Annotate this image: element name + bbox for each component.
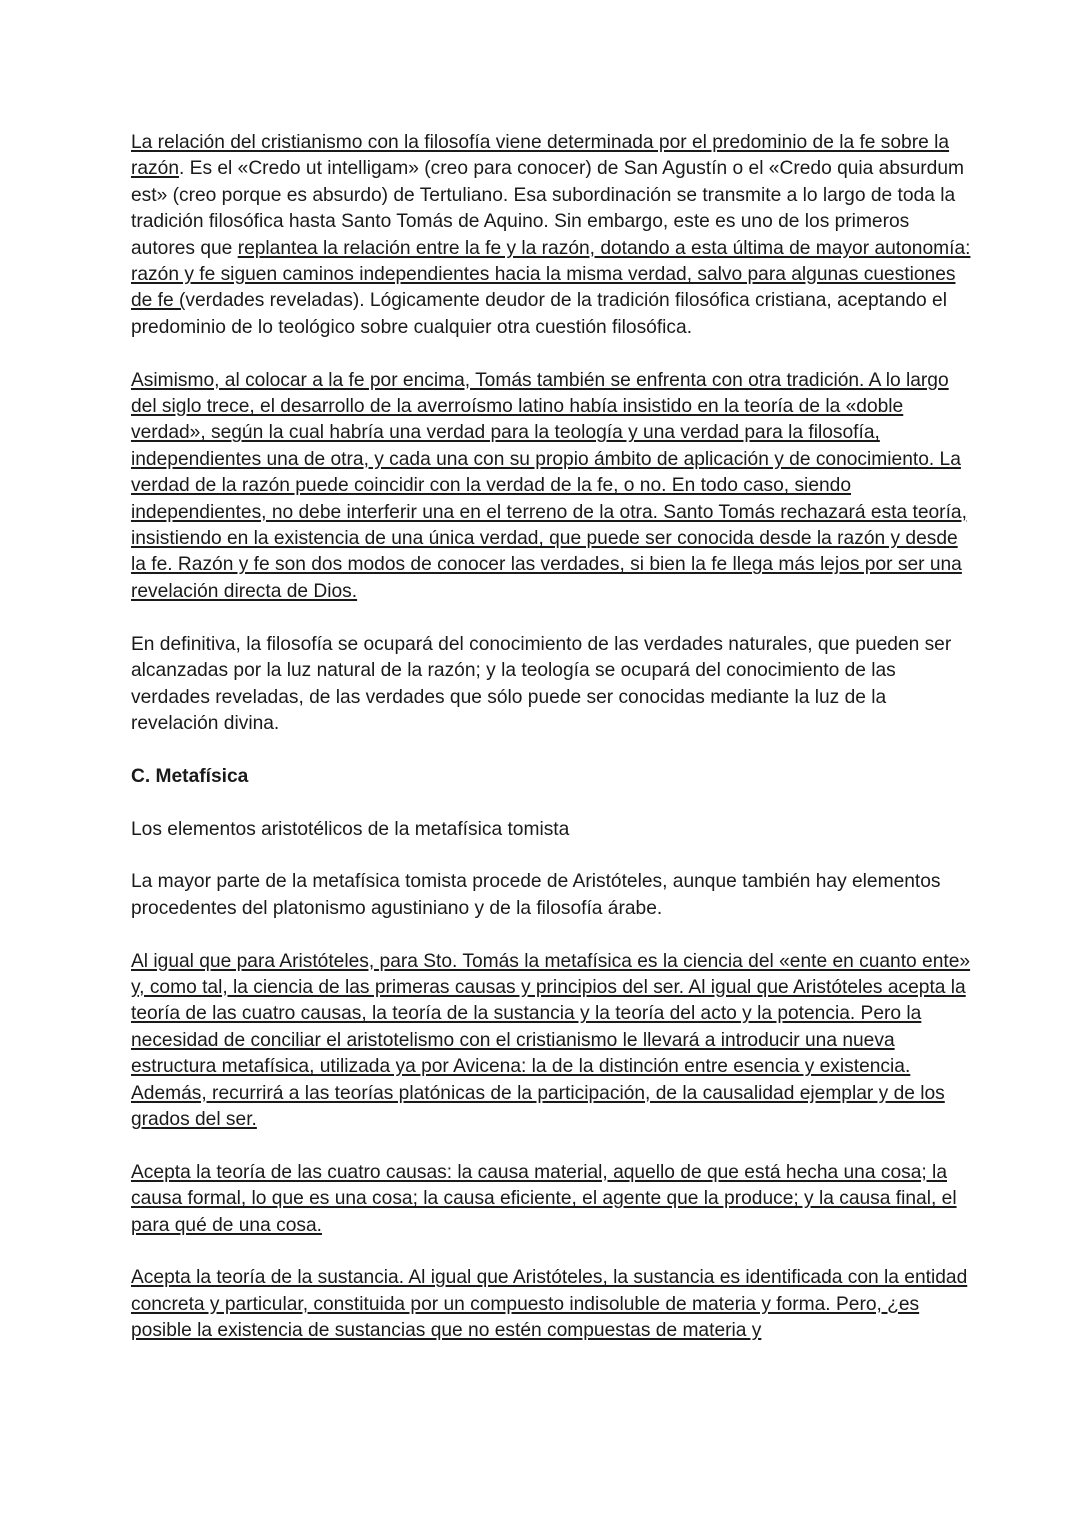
paragraph-four-causes (131, 1160, 971, 1239)
paragraph-faith-reason (131, 130, 971, 341)
paragraph-conclusion: En definitiva, la filosofía se ocupará del conocimiento de las verdades naturales, que pueden ser alcanzadas por la luz natural de la razón; y la teología se ocupará del conocimiento de las verdades reveladas, de las verdades que sólo puede ser conocidas mediante la luz de la revelación divina. (131, 633, 952, 734)
paragraph-text: . Es el «Credo ut intelligam» (creo para conocer) de San Agustín o el «Credo quia absurdum est» (creo porque es absurdo) de Tertuliano. Esa subordinación se transmite a lo largo de toda la tradición filosófica hasta Santo Tomás de Aquino. Sin embargo, este es uno de los primeros autores que (131, 158, 965, 259)
section-heading: C. Metafísica (131, 765, 249, 787)
paragraph-metaphysics-aristotle (131, 949, 971, 1134)
paragraph-substance (131, 1265, 971, 1344)
paragraph-metaphysics-intro: La mayor parte de la metafísica tomista procede de Aristóteles, aunque también hay elementos procedentes del platonismo agustiniano y de la filosofía árabe. (131, 871, 941, 919)
underlined-text: Acepta la teoría de las cuatro causas: la causa material, aquello de que está hecha una cosa; la causa formal, lo que es una cosa; la causa eficiente, el agente que la produce; y la causa final, el para qué de una cosa. (131, 1161, 957, 1236)
underlined-text: Acepta la teoría de la sustancia. Al igual que Aristóteles, la sustancia es identificada con la entidad concreta y particular, constituida por un compuesto indisoluble de materia y forma. Pero, ¿es posible la existencia de sustancias que no estén compuestas de materia y (131, 1267, 968, 1342)
document-page (131, 130, 971, 1371)
paragraph-double-truth (131, 368, 971, 606)
underlined-text: replantea la relación entre la fe y la razón, dotando a esta última de mayor autonomía: razón y fe siguen caminos independientes hacia la misma verdad, salvo para algunas cuestiones de fe ( (131, 237, 971, 312)
underlined-text: Asimismo, al colocar a la fe por encima, Tomás también se enfrenta con otra tradición. A lo largo del siglo trece, el desarrollo de la averroísmo latino había insistido en la teoría de la «doble verdad», según la cual habría una verdad para la teología y una verdad para la filosofía, independientes una de otra, y cada una con su propio ámbito de aplicación y de conocimiento. La verdad de la razón puede coincidir con la verdad de la fe, o no. En todo caso, siendo independientes, no debe interferir una en el terreno de la otra. Santo Tomás rechazará esta teoría, insistiendo en la existencia de una única verdad, que puede ser conocida desde la razón y desde la fe. Razón y fe son dos modos de conocer las verdades, si bien la fe llega más lejos por ser una revelación directa de Dios. (131, 369, 967, 602)
underlined-text: Al igual que para Aristóteles, para Sto. Tomás la metafísica es la ciencia del «ente en cuanto ente» y, como tal, la ciencia de las primeras causas y principios del ser. Al igual que Aristóteles acepta la teoría de las cuatro causas, la teoría de la sustancia y la teoría del acto y la potencia. Pero la necesidad de conciliar el aristotelismo con el cristianismo le llevará a introducir una nueva estructura metafísica, utilizada ya por Avicena: la de la distinción entre esencia y existencia. Además, recurrirá a las teorías platónicas de la participación, de la causalidad ejemplar y de los grados del ser. (131, 950, 971, 1130)
paragraph-text: verdades reveladas). Lógicamente deudor de la tradición filosófica cristiana, aceptando el predominio de lo teológico sobre cualquier otra cuestión filosófica. (131, 290, 947, 338)
section-subheading: Los elementos aristotélicos de la metafísica tomista (131, 818, 570, 840)
underlined-text: La relación del cristianismo con la filosofía viene determinada por el predominio de la fe sobre la razón (131, 132, 950, 180)
